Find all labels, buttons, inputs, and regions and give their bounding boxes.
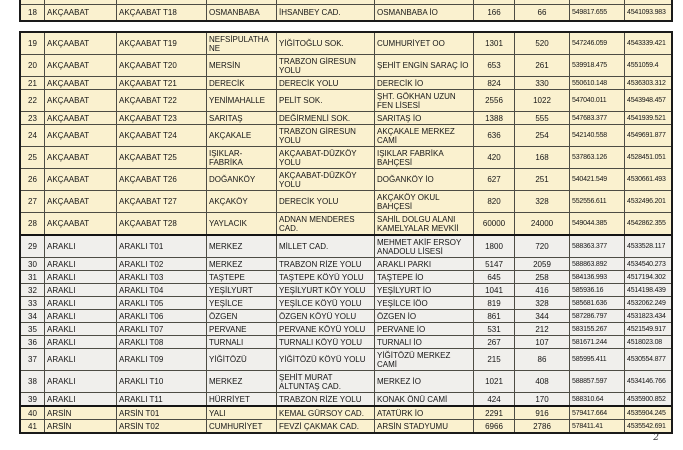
cell-no: 28 — [28, 219, 37, 228]
table-row — [21, 392, 671, 405]
cell-x: 549817.655 — [569, 5, 624, 20]
cell-v1: 2291 — [473, 407, 514, 419]
cell-district: AKÇAABAT — [44, 147, 116, 168]
cell-x: 585681.636 — [569, 297, 624, 309]
cell-v2: 1022 — [514, 90, 569, 111]
cell-no: 35 — [28, 324, 37, 334]
cell-code: AKÇAABAT T25 — [116, 147, 206, 168]
cell-code: ARAKLI T04 — [116, 284, 206, 296]
cell-no: 31 — [28, 272, 37, 282]
cell-v2: 251 — [514, 169, 569, 190]
table-row — [21, 419, 671, 432]
cell-code: AKÇAABAT T24 — [116, 125, 206, 146]
cell-neighborhood: YENİMAHALLE — [206, 90, 276, 111]
cell-neighborhood: OSMANBABA — [206, 5, 276, 20]
cell-x: 588863.892 — [569, 258, 624, 270]
cell-x: 588363.377 — [569, 236, 624, 257]
cell-code: AKÇAABAT T26 — [116, 169, 206, 190]
cell-district: ARAKLI — [44, 393, 116, 405]
cell-code: AKÇAABAT T21 — [116, 77, 206, 89]
cell-street: TRABZON GİRESUN YOLU — [276, 125, 374, 146]
cell-v2: 2059 — [514, 258, 569, 270]
cell-no: 27 — [28, 197, 37, 206]
cell-empty — [569, 0, 624, 4]
cell-x: 583155.267 — [569, 323, 624, 335]
cell-district: AKÇAABAT — [44, 77, 116, 89]
cell-x: 550610.148 — [569, 77, 624, 89]
cell-code: AKÇAABAT T18 — [116, 5, 206, 20]
cell-x: 579417.664 — [569, 407, 624, 419]
cell-no: 21 — [28, 78, 37, 88]
cell-no: 36 — [28, 337, 37, 347]
cell-district: AKÇAABAT — [44, 125, 116, 146]
cell-v1: 1021 — [473, 371, 514, 392]
cell-district: AKÇAABAT — [44, 191, 116, 212]
cell-v1: 653 — [473, 55, 514, 76]
cell-street: YİĞİTÖZÜ KÖYÜ YOLU — [276, 349, 374, 370]
cell-place: MERKEZ İO — [374, 371, 473, 392]
cell-district: AKÇAABAT — [44, 112, 116, 124]
cell-place: SAHİL DOLGU ALANI KAMELYALAR MEVKİİ — [374, 213, 473, 234]
cell-street: AKÇAABAT-DÜZKÖY YOLU — [276, 147, 374, 168]
cell-v2: 261 — [514, 55, 569, 76]
cell-place: AKÇAKALE MERKEZ CAMİ — [374, 125, 473, 146]
cell-y: 4532496.201 — [624, 191, 671, 212]
cell-no: 33 — [28, 298, 37, 308]
cell-neighborhood: MERKEZ — [206, 258, 276, 270]
cell-district: ARAKLI — [44, 323, 116, 335]
cell-street: MİLLET CAD. — [276, 236, 374, 257]
cell-v1: 60000 — [473, 213, 514, 234]
cell-neighborhood: YEŞİLYURT — [206, 284, 276, 296]
cell-v2: 168 — [514, 147, 569, 168]
table-fragment-main — [19, 31, 673, 434]
cell-x: 549044.385 — [569, 213, 624, 234]
cell-neighborhood: PERVANE — [206, 323, 276, 335]
cell-place: IŞIKLAR FABRİKA BAHÇESİ — [374, 147, 473, 168]
cell-neighborhood: AKÇAKÖY — [206, 191, 276, 212]
cell-v2: 344 — [514, 310, 569, 322]
cell-y: 4536303.312 — [624, 77, 671, 89]
cell-empty — [116, 0, 206, 4]
cell-place: ATATÜRK İO — [374, 407, 473, 419]
table-row — [21, 257, 671, 270]
cell-place: DOĞANKÖY İO — [374, 169, 473, 190]
cell-no: 41 — [28, 421, 37, 431]
cell-code: AKÇAABAT T27 — [116, 191, 206, 212]
cell-y: 4535904.245 — [624, 407, 671, 419]
cell-district: AKÇAABAT — [44, 55, 116, 76]
cell-y: 4551059.4 — [624, 55, 671, 76]
cell-no: 32 — [28, 285, 37, 295]
cell-district: AKÇAABAT — [44, 5, 116, 20]
cell-x: 578411.41 — [569, 420, 624, 432]
page-number: 2 — [653, 433, 659, 443]
cell-v1: 645 — [473, 271, 514, 283]
cell-v1: 424 — [473, 393, 514, 405]
cell-no: 23 — [28, 113, 37, 123]
cell-place: TAŞTEPE İO — [374, 271, 473, 283]
cell-v1: 267 — [473, 336, 514, 348]
cell-v2: 328 — [514, 297, 569, 309]
cell-district: AKÇAABAT — [44, 213, 116, 234]
cell-x: 552556.611 — [569, 191, 624, 212]
cell-street: ADNAN MENDERES CAD. — [276, 213, 374, 234]
cell-no: 22 — [28, 96, 37, 105]
cell-neighborhood: MERKEZ — [206, 236, 276, 257]
cell-y: 4543948.457 — [624, 90, 671, 111]
cell-v2: 916 — [514, 407, 569, 419]
cell-v1: 1388 — [473, 112, 514, 124]
cell-y: 4518023.08 — [624, 336, 671, 348]
table-row — [21, 146, 671, 168]
cell-street: TRABZON GİRESUN YOLU — [276, 55, 374, 76]
cell-no: 29 — [28, 242, 37, 251]
cell-district: AKÇAABAT — [44, 90, 116, 111]
cell-neighborhood: NEFSİPULATHANE — [206, 33, 276, 54]
cell-neighborhood: CUMHURİYET — [206, 420, 276, 432]
cell-code: ARAKLI T11 — [116, 393, 206, 405]
cell-v2: 555 — [514, 112, 569, 124]
cell-street: DERECİK YOLU — [276, 77, 374, 89]
cell-v1: 531 — [473, 323, 514, 335]
cell-district: ARAKLI — [44, 284, 116, 296]
cell-no: 30 — [28, 259, 37, 269]
cell-v2: 416 — [514, 284, 569, 296]
cell-neighborhood: YİĞİTÖZÜ — [206, 349, 276, 370]
cell-neighborhood: MERSİN — [206, 55, 276, 76]
cell-no: 24 — [28, 131, 37, 140]
cell-v2: 520 — [514, 33, 569, 54]
cell-code: AKÇAABAT T19 — [116, 33, 206, 54]
cell-place: ARSİN STADYUMU — [374, 420, 473, 432]
cell-y: 4542862.355 — [624, 213, 671, 234]
cell-place: OSMANBABA İO — [374, 5, 473, 20]
cell-x: 547246.059 — [569, 33, 624, 54]
cell-x: 540421.549 — [569, 169, 624, 190]
cell-y: 4543339.421 — [624, 33, 671, 54]
cell-code: AKÇAABAT T22 — [116, 90, 206, 111]
cell-y: 4514198.439 — [624, 284, 671, 296]
cell-district: ARSİN — [44, 420, 116, 432]
cell-v1: 2556 — [473, 90, 514, 111]
cell-neighborhood: DOĞANKÖY — [206, 169, 276, 190]
table-row — [21, 111, 671, 124]
cut-off-row — [21, 0, 671, 4]
cell-y: 4534540.273 — [624, 258, 671, 270]
cell-y: 4541939.521 — [624, 112, 671, 124]
cell-street: DERECİK YOLU — [276, 191, 374, 212]
cell-code: ARSİN T01 — [116, 407, 206, 419]
cell-v2: 170 — [514, 393, 569, 405]
cell-v2: 107 — [514, 336, 569, 348]
cell-street: DEĞİRMENLİ SOK. — [276, 112, 374, 124]
cell-v2: 24000 — [514, 213, 569, 234]
cell-v2: 212 — [514, 323, 569, 335]
cell-neighborhood: YALI — [206, 407, 276, 419]
cell-place: TURNALI İO — [374, 336, 473, 348]
cell-no: 26 — [28, 175, 37, 184]
cell-district: ARAKLI — [44, 336, 116, 348]
cell-code: AKÇAABAT T23 — [116, 112, 206, 124]
cell-v1: 819 — [473, 297, 514, 309]
table-row — [21, 234, 671, 257]
cell-district: ARAKLI — [44, 297, 116, 309]
cell-neighborhood: HÜRRİYET — [206, 393, 276, 405]
cell-district: ARAKLI — [44, 271, 116, 283]
table-row — [21, 4, 671, 20]
cell-no: 20 — [28, 61, 37, 70]
cell-street: PERVANE KÖYÜ YOLU — [276, 323, 374, 335]
cell-code: ARAKLI T06 — [116, 310, 206, 322]
cell-v1: 636 — [473, 125, 514, 146]
cell-neighborhood: TURNALI — [206, 336, 276, 348]
cell-no: 38 — [28, 377, 37, 386]
cell-v1: 215 — [473, 349, 514, 370]
cell-street: YEŞİLCE KÖYÜ YOLU — [276, 297, 374, 309]
cell-street: İHSANBEY CAD. — [276, 5, 374, 20]
cell-neighborhood: TAŞTEPE — [206, 271, 276, 283]
cell-y: 4535900.852 — [624, 393, 671, 405]
cell-place: ÖZGEN İO — [374, 310, 473, 322]
cell-v1: 1800 — [473, 236, 514, 257]
cell-v2: 720 — [514, 236, 569, 257]
cell-street: TRABZON RİZE YOLU — [276, 258, 374, 270]
cell-v1: 1041 — [473, 284, 514, 296]
cell-v2: 330 — [514, 77, 569, 89]
cell-no: 25 — [28, 153, 37, 162]
cell-x: 542140.558 — [569, 125, 624, 146]
cell-v2: 66 — [514, 5, 569, 20]
cell-y: 4541093.983 — [624, 5, 671, 20]
cell-place: SARITAŞ İO — [374, 112, 473, 124]
table-row — [21, 124, 671, 146]
table-row — [21, 212, 671, 234]
table-row — [21, 33, 671, 54]
cell-street: KEMAL GÜRSOY CAD. — [276, 407, 374, 419]
cell-y: 4535542.691 — [624, 420, 671, 432]
cell-v1: 1301 — [473, 33, 514, 54]
cell-empty — [21, 0, 44, 4]
cell-code: ARAKLI T03 — [116, 271, 206, 283]
cell-x: 581671.244 — [569, 336, 624, 348]
table-row — [21, 76, 671, 89]
cell-neighborhood: YEŞİLCE — [206, 297, 276, 309]
cell-place: ŞEHİT ENGİN SARAÇ İO — [374, 55, 473, 76]
cell-empty — [206, 0, 276, 4]
cell-neighborhood: DERECİK — [206, 77, 276, 89]
cell-place: DERECİK İO — [374, 77, 473, 89]
cell-empty — [514, 0, 569, 4]
cell-code: ARAKLI T09 — [116, 349, 206, 370]
cell-empty — [276, 0, 374, 4]
cell-v2: 2786 — [514, 420, 569, 432]
cell-district: AKÇAABAT — [44, 169, 116, 190]
cell-code: ARSİN T02 — [116, 420, 206, 432]
table-row — [21, 370, 671, 392]
cell-v1: 627 — [473, 169, 514, 190]
cell-v1: 861 — [473, 310, 514, 322]
cell-place: MEHMET AKİF ERSOY ANADOLU LİSESİ — [374, 236, 473, 257]
cell-code: AKÇAABAT T28 — [116, 213, 206, 234]
cell-no: 37 — [28, 355, 37, 364]
cell-neighborhood: ÖZGEN — [206, 310, 276, 322]
cell-no: 40 — [28, 408, 37, 418]
cell-y: 4534146.766 — [624, 371, 671, 392]
cell-x: 547683.377 — [569, 112, 624, 124]
cell-code: ARAKLI T07 — [116, 323, 206, 335]
cell-v1: 5147 — [473, 258, 514, 270]
cell-street: AKÇAABAT-DÜZKÖY YOLU — [276, 169, 374, 190]
cell-no: 18 — [28, 8, 37, 17]
cell-empty — [374, 0, 473, 4]
cell-v2: 254 — [514, 125, 569, 146]
cell-x: 584136.993 — [569, 271, 624, 283]
table-row — [21, 309, 671, 322]
cell-x: 547040.011 — [569, 90, 624, 111]
cell-district: ARAKLI — [44, 236, 116, 257]
cell-x: 537863.126 — [569, 147, 624, 168]
cell-v1: 824 — [473, 77, 514, 89]
cell-empty — [473, 0, 514, 4]
cell-v2: 258 — [514, 271, 569, 283]
cell-street: PELİT SOK. — [276, 90, 374, 111]
cell-neighborhood: YAYLACIK — [206, 213, 276, 234]
cell-district: AKÇAABAT — [44, 33, 116, 54]
table-row — [21, 89, 671, 111]
table-row — [21, 296, 671, 309]
cell-street: TURNALI KÖYÜ YOLU — [276, 336, 374, 348]
cell-v2: 328 — [514, 191, 569, 212]
cell-code: ARAKLI T10 — [116, 371, 206, 392]
table-row — [21, 335, 671, 348]
cell-y: 4530661.493 — [624, 169, 671, 190]
cell-street: TRABZON RİZE YOLU — [276, 393, 374, 405]
table-row — [21, 270, 671, 283]
cell-district: ARSİN — [44, 407, 116, 419]
cell-y: 4530554.877 — [624, 349, 671, 370]
cell-code: ARAKLI T02 — [116, 258, 206, 270]
cell-y: 4521549.917 — [624, 323, 671, 335]
cell-code: ARAKLI T01 — [116, 236, 206, 257]
cell-district: ARAKLI — [44, 349, 116, 370]
cell-place: ŞHT. GÖKHAN UZUN FEN LİSESİ — [374, 90, 473, 111]
cell-y: 4531823.434 — [624, 310, 671, 322]
cell-v1: 6966 — [473, 420, 514, 432]
table-fragment-top — [19, 0, 673, 22]
cell-y: 4517194.302 — [624, 271, 671, 283]
cell-street: TAŞTEPE KÖYÜ YOLU — [276, 271, 374, 283]
cell-code: ARAKLI T05 — [116, 297, 206, 309]
cell-place: YİĞİTÖZÜ MERKEZ CAMİ — [374, 349, 473, 370]
cell-place: YEŞİLYURT İO — [374, 284, 473, 296]
cell-place: CUMHURİYET OO — [374, 33, 473, 54]
cell-v1: 820 — [473, 191, 514, 212]
cell-place: YEŞİLCE İÖO — [374, 297, 473, 309]
cell-x: 587286.797 — [569, 310, 624, 322]
table-row — [21, 54, 671, 76]
cell-neighborhood: IŞIKLAR-FABRİKA — [206, 147, 276, 168]
cell-x: 539918.475 — [569, 55, 624, 76]
cell-v1: 166 — [473, 5, 514, 20]
cell-no: 34 — [28, 311, 37, 321]
cell-place: AKÇAKÖY OKUL BAHÇESİ — [374, 191, 473, 212]
cell-street: ŞEHİT MURAT ALTUNTAŞ CAD. — [276, 371, 374, 392]
cell-street: ÖZGEN KÖYÜ YOLU — [276, 310, 374, 322]
cell-neighborhood: MERKEZ — [206, 371, 276, 392]
cell-street: FEVZİ ÇAKMAK CAD. — [276, 420, 374, 432]
cell-x: 588310.64 — [569, 393, 624, 405]
cell-v2: 86 — [514, 349, 569, 370]
cell-street: YİĞİTOĞLU SOK. — [276, 33, 374, 54]
document-page — [19, 0, 673, 434]
cell-neighborhood: SARITAŞ — [206, 112, 276, 124]
table-row — [21, 405, 671, 419]
cell-y: 4533528.117 — [624, 236, 671, 257]
table-row — [21, 168, 671, 190]
cell-neighborhood: AKÇAKALE — [206, 125, 276, 146]
cell-district: ARAKLI — [44, 371, 116, 392]
cell-x: 588857.597 — [569, 371, 624, 392]
table-row — [21, 322, 671, 335]
cell-code: ARAKLI T08 — [116, 336, 206, 348]
table-row — [21, 283, 671, 296]
cell-y: 4528451.051 — [624, 147, 671, 168]
cell-no: 39 — [28, 394, 37, 404]
cell-y: 4532062.249 — [624, 297, 671, 309]
cell-empty — [44, 0, 116, 4]
cell-v1: 420 — [473, 147, 514, 168]
cell-district: ARAKLI — [44, 258, 116, 270]
cell-place: KONAK ÖNÜ CAMİ — [374, 393, 473, 405]
cell-x: 585995.411 — [569, 349, 624, 370]
cell-code: AKÇAABAT T20 — [116, 55, 206, 76]
cell-place: PERVANE İO — [374, 323, 473, 335]
cell-no: 19 — [28, 39, 37, 48]
cell-v2: 408 — [514, 371, 569, 392]
cell-street: YEŞİLYURT KÖY YOLU — [276, 284, 374, 296]
table-row — [21, 348, 671, 370]
cell-place: ARAKLI PARKI — [374, 258, 473, 270]
table-row — [21, 190, 671, 212]
cell-district: ARAKLI — [44, 310, 116, 322]
cell-x: 585936.16 — [569, 284, 624, 296]
cell-empty — [624, 0, 671, 4]
cell-y: 4549691.877 — [624, 125, 671, 146]
